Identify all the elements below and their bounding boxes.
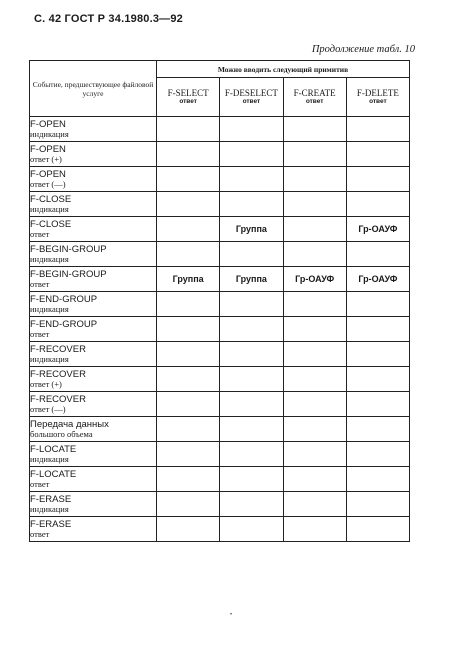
value-cell <box>220 242 283 267</box>
value-cell <box>157 242 220 267</box>
table-row <box>30 392 410 417</box>
table-row <box>30 292 410 317</box>
value-cell <box>157 417 220 442</box>
column-header <box>220 78 283 117</box>
value-cell <box>220 317 283 342</box>
value-cell <box>220 492 283 517</box>
value-cell <box>283 317 346 342</box>
value-cell: Гр-ОАУФ <box>283 267 346 292</box>
value-cell <box>157 317 220 342</box>
value-cell <box>283 392 346 417</box>
table-row <box>30 192 410 217</box>
column-header-sub: ответ <box>242 98 261 105</box>
event-name: F-LOCATE <box>30 469 77 480</box>
value-cell <box>157 517 220 542</box>
value-cell <box>346 442 409 467</box>
event-desc: ответ <box>30 229 50 239</box>
value-cell <box>157 342 220 367</box>
value-cell <box>220 517 283 542</box>
event-cell <box>30 242 157 267</box>
event-name: F-ERASE <box>30 494 72 505</box>
value-cell <box>346 142 409 167</box>
table-continuation-caption: Продолжение табл. 10 <box>311 44 415 55</box>
value-cell <box>346 417 409 442</box>
value-cell <box>283 342 346 367</box>
value-cell <box>220 442 283 467</box>
event-desc: ответ (+) <box>30 154 62 164</box>
value-cell <box>157 167 220 192</box>
value-cell <box>346 517 409 542</box>
event-desc: индикация <box>30 504 69 514</box>
value-cell <box>346 392 409 417</box>
value-cell <box>346 317 409 342</box>
event-name: F-OPEN <box>30 144 66 155</box>
event-name: F-BEGIN-GROUP <box>30 269 107 280</box>
value-cell <box>157 292 220 317</box>
event-cell <box>30 492 157 517</box>
value-cell <box>220 167 283 192</box>
value-cell <box>346 117 409 142</box>
event-desc: большого объема <box>30 429 93 439</box>
table-row <box>30 517 410 542</box>
event-desc: индикация <box>30 204 69 214</box>
value-cell <box>220 417 283 442</box>
event-cell <box>30 267 157 292</box>
event-desc: ответ <box>30 329 50 339</box>
event-cell <box>30 467 157 492</box>
event-cell <box>30 442 157 467</box>
value-cell <box>157 392 220 417</box>
event-name: F-END-GROUP <box>30 294 98 305</box>
event-cell <box>30 217 157 242</box>
primitives-table <box>29 60 410 542</box>
column-header-sub: ответ <box>369 98 387 105</box>
event-name: F-OPEN <box>30 119 66 130</box>
event-desc: ответ (—) <box>30 179 66 189</box>
value-cell <box>157 467 220 492</box>
value-cell <box>220 367 283 392</box>
table-row <box>30 367 410 392</box>
value-cell <box>157 117 220 142</box>
value-cell <box>283 242 346 267</box>
event-desc: ответ (+) <box>30 379 62 389</box>
column-header <box>346 78 409 117</box>
column-header-name: F-SELECT <box>167 88 209 98</box>
event-desc: индикация <box>30 454 69 464</box>
value-cell <box>220 467 283 492</box>
event-name: F-RECOVER <box>30 369 86 380</box>
value-cell <box>283 192 346 217</box>
value-cell: Группа <box>220 267 283 292</box>
event-cell <box>30 167 157 192</box>
table-row <box>30 317 410 342</box>
table-row <box>30 442 410 467</box>
value-cell <box>283 442 346 467</box>
primitives-group-header: Можно вводить следующий примитив <box>157 61 410 78</box>
event-cell <box>30 192 157 217</box>
event-cell <box>30 142 157 167</box>
table-row <box>30 242 410 267</box>
event-name: F-RECOVER <box>30 394 86 405</box>
value-cell <box>157 192 220 217</box>
value-cell <box>346 167 409 192</box>
value-cell <box>283 492 346 517</box>
event-name: F-LOCATE <box>30 444 77 455</box>
event-name: F-RECOVER <box>30 344 86 355</box>
event-cell <box>30 517 157 542</box>
event-column-header: Событие, предшествующее файловой услуге <box>30 61 157 117</box>
value-cell <box>283 292 346 317</box>
event-name: F-OPEN <box>30 169 66 180</box>
table-row <box>30 492 410 517</box>
event-desc: индикация <box>30 129 69 139</box>
column-header <box>157 78 220 117</box>
table-row <box>30 142 410 167</box>
value-cell <box>220 142 283 167</box>
value-cell <box>283 142 346 167</box>
value-cell <box>283 217 346 242</box>
column-header <box>283 78 346 117</box>
value-cell <box>283 417 346 442</box>
value-cell <box>220 117 283 142</box>
value-cell: Гр-ОАУФ <box>346 217 409 242</box>
event-desc: ответ <box>30 279 50 289</box>
value-cell: Группа <box>157 267 220 292</box>
value-cell <box>220 392 283 417</box>
value-cell <box>346 192 409 217</box>
event-desc: индикация <box>30 304 69 314</box>
value-cell <box>283 167 346 192</box>
event-desc: индикация <box>30 254 69 264</box>
event-cell <box>30 117 157 142</box>
value-cell: Группа <box>220 217 283 242</box>
value-cell <box>157 492 220 517</box>
table-row <box>30 467 410 492</box>
event-cell <box>30 417 157 442</box>
event-name: F-CLOSE <box>30 219 72 230</box>
value-cell <box>157 442 220 467</box>
value-cell <box>346 242 409 267</box>
value-cell <box>157 367 220 392</box>
value-cell <box>157 142 220 167</box>
column-header-name: F-DELETE <box>356 88 399 98</box>
table-row <box>30 167 410 192</box>
value-cell <box>346 292 409 317</box>
value-cell <box>220 192 283 217</box>
value-cell: Гр-ОАУФ <box>346 267 409 292</box>
value-cell <box>346 367 409 392</box>
table-row <box>30 267 410 292</box>
column-header-sub: ответ <box>179 98 197 105</box>
event-cell <box>30 392 157 417</box>
event-cell <box>30 367 157 392</box>
event-name: F-CLOSE <box>30 194 72 205</box>
event-desc: индикация <box>30 354 69 364</box>
value-cell <box>283 117 346 142</box>
value-cell <box>283 367 346 392</box>
event-desc: ответ <box>30 479 50 489</box>
value-cell <box>283 467 346 492</box>
event-cell <box>30 317 157 342</box>
value-cell <box>283 517 346 542</box>
value-cell <box>346 467 409 492</box>
page-header: С. 42 ГОСТ Р 34.1980.3—92 <box>34 13 184 25</box>
value-cell <box>346 492 409 517</box>
table-row <box>30 117 410 142</box>
column-header-name: F-DESELECT <box>224 88 278 98</box>
value-cell <box>157 217 220 242</box>
value-cell <box>220 292 283 317</box>
event-desc: ответ (—) <box>30 404 66 414</box>
table-row <box>30 342 410 367</box>
event-name: F-END-GROUP <box>30 319 98 330</box>
value-cell <box>220 342 283 367</box>
column-header-name: F-CREATE <box>293 88 336 98</box>
event-name: F-ERASE <box>30 519 72 530</box>
table-row <box>30 417 410 442</box>
column-header-sub: ответ <box>305 98 324 105</box>
event-name: Передача данных <box>30 419 109 430</box>
event-desc: ответ <box>30 529 50 539</box>
scan-speck: • <box>230 612 233 618</box>
table-row <box>30 217 410 242</box>
event-name: F-BEGIN-GROUP <box>30 244 107 255</box>
event-cell <box>30 342 157 367</box>
value-cell <box>346 342 409 367</box>
event-cell <box>30 292 157 317</box>
